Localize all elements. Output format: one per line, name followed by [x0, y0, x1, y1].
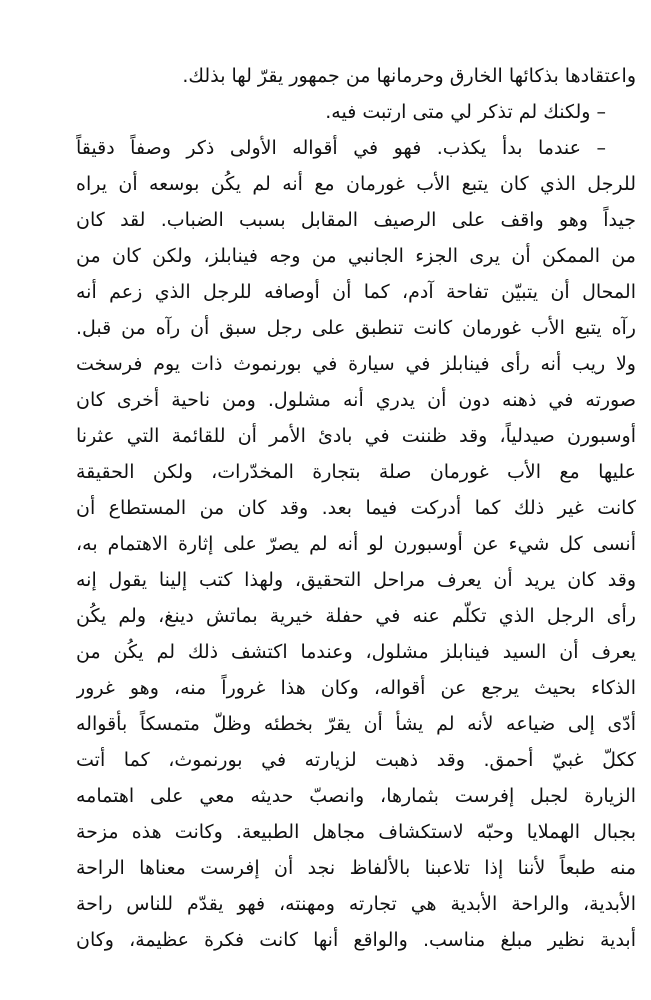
text-line: واعتقادها بذكائها الخارق وحرمانها من جمهور يقرّ لها بذلك.	[182, 65, 636, 87]
text-line: أوسبورن صيدلياً، وقد ظننت في بادئ الأمر أن للقائمة التي عثرنا	[76, 425, 636, 447]
text-line: منه طبعاً لأننا إذا تلاعبنا بالألفاظ نجد أن إفرست معناها الراحة	[76, 857, 636, 879]
text-line: رآه يتبع الأب غورمان كانت تنطبق على رجل سبق أن رآه من قبل.	[76, 317, 636, 339]
text-line: عليها مع الأب غورمان صلة بتجارة المخدّرات، ولكن الحقيقة	[76, 461, 636, 483]
text-line: يعرف أن السيد فينابلز مشلول، وعندما اكتشف ذلك لم يكُن من	[76, 641, 636, 663]
text-line: من الممكن أن يرى الجزء الجانبي من وجه فينابلز، ولكن كان من	[76, 245, 636, 267]
text-line: أدّى إلى ضياعه لأنه لم يشأ أن يقرّ بخطئه وظلّ متمسكاً بأقواله	[76, 713, 636, 735]
text-line: الذكاء بحيث يرجع عن أقواله، وكان هذا غروراً منه، وهو غرور	[76, 677, 636, 699]
text-line: وقد كان يريد أن يعرف مراحل التحقيق، ولهذا كتب إلينا يقول إنه	[76, 569, 636, 591]
text-line: – عندما بدأ يكذب. فهو في أقواله الأولى ذكر وصفاً دقيقاً	[76, 137, 606, 159]
text-line: بجبال الهملايا وحبّه لاستكشاف مجاهل الطبيعة. وكانت هذه مزحة	[76, 821, 636, 843]
page-text	[76, 58, 636, 958]
text-line: رأى الرجل الذي تكلّم عنه في حفلة خيرية بماتش دينغ، ولم يكُن	[76, 605, 636, 627]
text-line: ككلّ غبيّ أحمق. وقد ذهبت لزيارته في بورنموث، كما أتت	[76, 749, 636, 771]
text-line: كانت غير ذلك كما أدركت فيما بعد. وقد كان من المستطاع أن	[76, 497, 636, 519]
text-line: صورته في ذهنه دون أن يدري أنه مشلول. ومن ناحية أخرى كان	[76, 389, 636, 411]
text-line: ولا ريب أنه رأى فينابلز في سيارة في بورنموث ذات يوم فرسخت	[76, 353, 636, 375]
text-line: الأبدية، والراحة الأبدية هي تجارته ومهنته، فهو يقدّم للناس راحة	[76, 893, 636, 915]
text-line: أنسى كل شيء عن أوسبورن لو أنه لم يصرّ على إثارة الاهتمام به،	[76, 533, 636, 555]
text-line: الزيارة لجبل إفرست بثمارها، وانصبّ حديثه معي على اهتمامه	[76, 785, 636, 807]
text-line: للرجل الذي كان يتبع الأب غورمان مع أنه لم يكُن بوسعه أن يراه	[76, 173, 636, 195]
text-line: أبدية نظير مبلغ مناسب. والواقع أنها كانت فكرة عظيمة، وكان	[76, 929, 636, 951]
text-line: – ولكنك لم تذكر لي متى ارتبت فيه.	[325, 101, 606, 123]
text-line: جيداً وهو واقف على الرصيف المقابل بسبب الضباب. لقد كان	[76, 209, 636, 231]
text-line: المحال أن يتبيّن تفاحة آدم، كما أن أوصافه للرجل الذي زعم أنه	[76, 281, 636, 303]
